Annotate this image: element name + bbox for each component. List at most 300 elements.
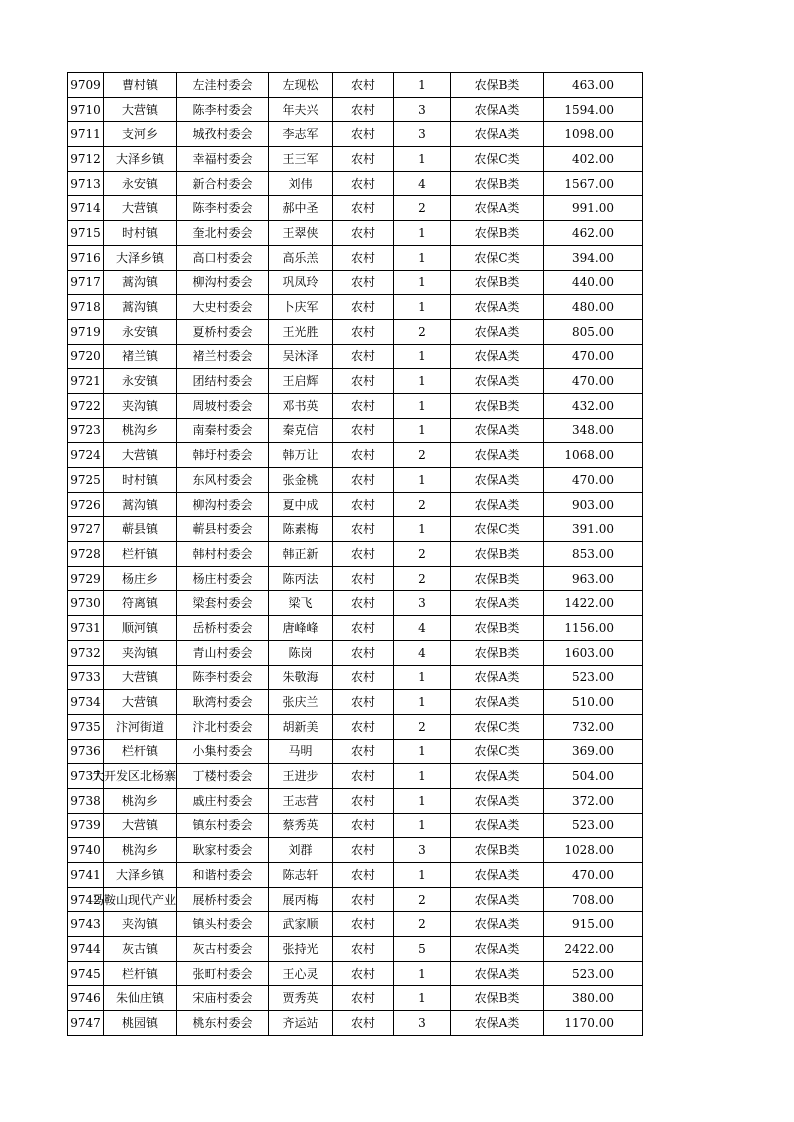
town-cell: 永安镇 bbox=[104, 171, 177, 196]
row-number-cell: 9729 bbox=[68, 566, 104, 591]
amount-cell: 470.00 bbox=[544, 468, 643, 493]
insurance-category-cell: 农保A类 bbox=[451, 319, 544, 344]
row-number-cell: 9709 bbox=[68, 73, 104, 98]
town-cell: 朱仙庄镇 bbox=[104, 986, 177, 1011]
town-cell: 大营镇 bbox=[104, 665, 177, 690]
table-row bbox=[68, 764, 643, 789]
household-count-cell: 4 bbox=[394, 616, 451, 641]
village-committee-cell: 和谐村委会 bbox=[177, 863, 269, 888]
village-committee-cell: 宋庙村委会 bbox=[177, 986, 269, 1011]
table-row bbox=[68, 344, 643, 369]
row-number-cell: 9728 bbox=[68, 542, 104, 567]
row-number-cell: 9739 bbox=[68, 813, 104, 838]
amount-cell: 470.00 bbox=[544, 344, 643, 369]
village-committee-cell: 镇东村委会 bbox=[177, 813, 269, 838]
household-count-cell: 1 bbox=[394, 863, 451, 888]
area-type-cell: 农村 bbox=[333, 319, 394, 344]
table-row bbox=[68, 813, 643, 838]
household-count-cell: 1 bbox=[394, 344, 451, 369]
name-cell: 王启辉 bbox=[269, 369, 333, 394]
row-number-cell: 9713 bbox=[68, 171, 104, 196]
row-number-cell: 9733 bbox=[68, 665, 104, 690]
village-committee-cell: 高口村委会 bbox=[177, 245, 269, 270]
amount-cell: 440.00 bbox=[544, 270, 643, 295]
area-type-cell: 农村 bbox=[333, 714, 394, 739]
row-number-cell: 9741 bbox=[68, 863, 104, 888]
area-type-cell: 农村 bbox=[333, 542, 394, 567]
name-cell: 韩正新 bbox=[269, 542, 333, 567]
area-type-cell: 农村 bbox=[333, 196, 394, 221]
area-type-cell: 农村 bbox=[333, 393, 394, 418]
town-cell: 符离镇 bbox=[104, 591, 177, 616]
town-cell: 蕲县镇 bbox=[104, 517, 177, 542]
table-row bbox=[68, 270, 643, 295]
town-cell: 顺河镇 bbox=[104, 616, 177, 641]
area-type-cell: 农村 bbox=[333, 961, 394, 986]
insurance-category-cell: 农保A类 bbox=[451, 1011, 544, 1036]
name-cell: 唐峰峰 bbox=[269, 616, 333, 641]
row-number-cell: 9745 bbox=[68, 961, 104, 986]
table-row bbox=[68, 714, 643, 739]
insurance-category-cell: 农保A类 bbox=[451, 418, 544, 443]
village-committee-cell: 韩村村委会 bbox=[177, 542, 269, 567]
table-row bbox=[68, 97, 643, 122]
table-row bbox=[68, 986, 643, 1011]
insurance-category-cell: 农保A类 bbox=[451, 122, 544, 147]
town-cell: 大泽乡镇 bbox=[104, 863, 177, 888]
town-cell: 桃沟乡 bbox=[104, 418, 177, 443]
town-cell: 汴河街道 bbox=[104, 714, 177, 739]
name-cell: 陈丙法 bbox=[269, 566, 333, 591]
insurance-category-cell: 农保B类 bbox=[451, 270, 544, 295]
insurance-category-cell: 农保A类 bbox=[451, 196, 544, 221]
insurance-category-cell: 农保A类 bbox=[451, 937, 544, 962]
insurance-category-cell: 农保A类 bbox=[451, 961, 544, 986]
row-number-cell: 9736 bbox=[68, 739, 104, 764]
area-type-cell: 农村 bbox=[333, 221, 394, 246]
household-count-cell: 1 bbox=[394, 813, 451, 838]
name-cell: 陈岗 bbox=[269, 640, 333, 665]
insurance-category-cell: 农保C类 bbox=[451, 517, 544, 542]
insurance-category-cell: 农保A类 bbox=[451, 369, 544, 394]
area-type-cell: 农村 bbox=[333, 838, 394, 863]
insurance-category-cell: 农保A类 bbox=[451, 912, 544, 937]
town-cell: 蒿沟镇 bbox=[104, 295, 177, 320]
area-type-cell: 农村 bbox=[333, 73, 394, 98]
table-row bbox=[68, 616, 643, 641]
town-cell: 时村镇 bbox=[104, 468, 177, 493]
household-count-cell: 1 bbox=[394, 418, 451, 443]
village-committee-cell: 奎北村委会 bbox=[177, 221, 269, 246]
table-row bbox=[68, 838, 643, 863]
table-row bbox=[68, 863, 643, 888]
village-committee-cell: 周坡村委会 bbox=[177, 393, 269, 418]
table-row bbox=[68, 566, 643, 591]
household-count-cell: 1 bbox=[394, 788, 451, 813]
town-cell: 夹沟镇 bbox=[104, 393, 177, 418]
amount-cell: 348.00 bbox=[544, 418, 643, 443]
name-cell: 王三军 bbox=[269, 147, 333, 172]
row-number-cell: 9722 bbox=[68, 393, 104, 418]
table-row bbox=[68, 665, 643, 690]
table-row bbox=[68, 122, 643, 147]
table-row bbox=[68, 221, 643, 246]
table-row bbox=[68, 788, 643, 813]
row-number-cell: 9715 bbox=[68, 221, 104, 246]
area-type-cell: 农村 bbox=[333, 344, 394, 369]
area-type-cell: 农村 bbox=[333, 937, 394, 962]
amount-cell: 391.00 bbox=[544, 517, 643, 542]
row-number-cell: 9727 bbox=[68, 517, 104, 542]
household-count-cell: 4 bbox=[394, 640, 451, 665]
household-count-cell: 1 bbox=[394, 245, 451, 270]
insurance-category-cell: 农保C类 bbox=[451, 245, 544, 270]
amount-cell: 394.00 bbox=[544, 245, 643, 270]
amount-cell: 853.00 bbox=[544, 542, 643, 567]
village-committee-cell: 青山村委会 bbox=[177, 640, 269, 665]
area-type-cell: 农村 bbox=[333, 690, 394, 715]
row-number-cell: 9720 bbox=[68, 344, 104, 369]
table-row bbox=[68, 887, 643, 912]
amount-cell: 470.00 bbox=[544, 369, 643, 394]
insurance-category-cell: 农保C类 bbox=[451, 147, 544, 172]
row-number-cell: 9734 bbox=[68, 690, 104, 715]
area-type-cell: 农村 bbox=[333, 1011, 394, 1036]
town-cell: 大泽乡镇 bbox=[104, 147, 177, 172]
town-cell: 永安镇 bbox=[104, 369, 177, 394]
household-count-cell: 1 bbox=[394, 468, 451, 493]
town-cell: 永安镇 bbox=[104, 319, 177, 344]
town-cell: 栏杆镇 bbox=[104, 739, 177, 764]
row-number-cell: 9716 bbox=[68, 245, 104, 270]
town-cell: 灰古镇 bbox=[104, 937, 177, 962]
area-type-cell: 农村 bbox=[333, 270, 394, 295]
table-row bbox=[68, 418, 643, 443]
village-committee-cell: 小集村委会 bbox=[177, 739, 269, 764]
row-number-cell: 9726 bbox=[68, 492, 104, 517]
name-cell: 卜庆军 bbox=[269, 295, 333, 320]
amount-cell: 470.00 bbox=[544, 863, 643, 888]
amount-cell: 2422.00 bbox=[544, 937, 643, 962]
household-count-cell: 1 bbox=[394, 739, 451, 764]
insurance-category-cell: 农保B类 bbox=[451, 986, 544, 1011]
household-count-cell: 1 bbox=[394, 221, 451, 246]
row-number-cell: 9730 bbox=[68, 591, 104, 616]
village-committee-cell: 蕲县村委会 bbox=[177, 517, 269, 542]
amount-cell: 708.00 bbox=[544, 887, 643, 912]
household-count-cell: 1 bbox=[394, 393, 451, 418]
insurance-category-cell: 农保A类 bbox=[451, 591, 544, 616]
insurance-category-cell: 农保B类 bbox=[451, 171, 544, 196]
amount-cell: 1422.00 bbox=[544, 591, 643, 616]
insurance-category-cell: 农保A类 bbox=[451, 295, 544, 320]
village-committee-cell: 展桥村委会 bbox=[177, 887, 269, 912]
area-type-cell: 农村 bbox=[333, 566, 394, 591]
household-count-cell: 4 bbox=[394, 171, 451, 196]
name-cell: 夏中成 bbox=[269, 492, 333, 517]
roster-table bbox=[67, 72, 643, 1036]
name-cell: 张金桃 bbox=[269, 468, 333, 493]
name-cell: 王心灵 bbox=[269, 961, 333, 986]
household-count-cell: 3 bbox=[394, 591, 451, 616]
amount-cell: 805.00 bbox=[544, 319, 643, 344]
town-cell: 大营镇 bbox=[104, 196, 177, 221]
area-type-cell: 农村 bbox=[333, 813, 394, 838]
amount-cell: 380.00 bbox=[544, 986, 643, 1011]
amount-cell: 369.00 bbox=[544, 739, 643, 764]
table-row bbox=[68, 196, 643, 221]
town-cell: 夹沟镇 bbox=[104, 640, 177, 665]
table-body bbox=[68, 73, 643, 1036]
name-cell: 王翠侠 bbox=[269, 221, 333, 246]
name-cell: 齐运站 bbox=[269, 1011, 333, 1036]
town-cell: 褚兰镇 bbox=[104, 344, 177, 369]
amount-cell: 1068.00 bbox=[544, 443, 643, 468]
amount-cell: 463.00 bbox=[544, 73, 643, 98]
household-count-cell: 1 bbox=[394, 295, 451, 320]
amount-cell: 903.00 bbox=[544, 492, 643, 517]
name-cell: 张庆兰 bbox=[269, 690, 333, 715]
insurance-category-cell: 农保A类 bbox=[451, 813, 544, 838]
town-cell: 大营镇 bbox=[104, 690, 177, 715]
town-cell: 曹村镇 bbox=[104, 73, 177, 98]
town-cell: 时村镇 bbox=[104, 221, 177, 246]
town-cell: 桃园镇 bbox=[104, 1011, 177, 1036]
town-cell: 栏杆镇 bbox=[104, 542, 177, 567]
row-number-cell: 9721 bbox=[68, 369, 104, 394]
town-cell: 蒿沟镇 bbox=[104, 492, 177, 517]
amount-cell: 523.00 bbox=[544, 813, 643, 838]
village-committee-cell: 城孜村委会 bbox=[177, 122, 269, 147]
name-cell: 蔡秀英 bbox=[269, 813, 333, 838]
area-type-cell: 农村 bbox=[333, 369, 394, 394]
village-committee-cell: 夏桥村委会 bbox=[177, 319, 269, 344]
insurance-category-cell: 农保B类 bbox=[451, 542, 544, 567]
household-count-cell: 1 bbox=[394, 690, 451, 715]
amount-cell: 1170.00 bbox=[544, 1011, 643, 1036]
area-type-cell: 农村 bbox=[333, 295, 394, 320]
amount-cell: 402.00 bbox=[544, 147, 643, 172]
table-row bbox=[68, 245, 643, 270]
village-committee-cell: 褚兰村委会 bbox=[177, 344, 269, 369]
area-type-cell: 农村 bbox=[333, 640, 394, 665]
table-row bbox=[68, 937, 643, 962]
area-type-cell: 农村 bbox=[333, 122, 394, 147]
area-type-cell: 农村 bbox=[333, 468, 394, 493]
name-cell: 巩凤玲 bbox=[269, 270, 333, 295]
insurance-category-cell: 农保B类 bbox=[451, 640, 544, 665]
table-row bbox=[68, 961, 643, 986]
insurance-category-cell: 农保A类 bbox=[451, 690, 544, 715]
table-row bbox=[68, 468, 643, 493]
insurance-category-cell: 农保A类 bbox=[451, 764, 544, 789]
insurance-category-cell: 农保A类 bbox=[451, 788, 544, 813]
town-cell: 支河乡 bbox=[104, 122, 177, 147]
row-number-cell: 9724 bbox=[68, 443, 104, 468]
insurance-category-cell: 农保B类 bbox=[451, 616, 544, 641]
village-committee-cell: 戚庄村委会 bbox=[177, 788, 269, 813]
name-cell: 马明 bbox=[269, 739, 333, 764]
area-type-cell: 农村 bbox=[333, 665, 394, 690]
household-count-cell: 3 bbox=[394, 838, 451, 863]
name-cell: 李志军 bbox=[269, 122, 333, 147]
area-type-cell: 农村 bbox=[333, 147, 394, 172]
town-cell: 栏杆镇 bbox=[104, 961, 177, 986]
household-count-cell: 1 bbox=[394, 73, 451, 98]
area-type-cell: 农村 bbox=[333, 492, 394, 517]
row-number-cell: 9723 bbox=[68, 418, 104, 443]
household-count-cell: 5 bbox=[394, 937, 451, 962]
table-row bbox=[68, 912, 643, 937]
row-number-cell: 9731 bbox=[68, 616, 104, 641]
name-cell: 胡新美 bbox=[269, 714, 333, 739]
household-count-cell: 1 bbox=[394, 986, 451, 1011]
village-committee-cell: 韩圩村委会 bbox=[177, 443, 269, 468]
household-count-cell: 2 bbox=[394, 912, 451, 937]
table-row bbox=[68, 369, 643, 394]
area-type-cell: 农村 bbox=[333, 764, 394, 789]
row-number-cell: 9740 bbox=[68, 838, 104, 863]
insurance-category-cell: 农保C类 bbox=[451, 714, 544, 739]
area-type-cell: 农村 bbox=[333, 863, 394, 888]
insurance-category-cell: 农保B类 bbox=[451, 73, 544, 98]
amount-cell: 963.00 bbox=[544, 566, 643, 591]
area-type-cell: 农村 bbox=[333, 245, 394, 270]
amount-cell: 1567.00 bbox=[544, 171, 643, 196]
household-count-cell: 2 bbox=[394, 542, 451, 567]
table-row bbox=[68, 517, 643, 542]
amount-cell: 510.00 bbox=[544, 690, 643, 715]
household-count-cell: 1 bbox=[394, 147, 451, 172]
village-committee-cell: 新合村委会 bbox=[177, 171, 269, 196]
insurance-category-cell: 农保A类 bbox=[451, 665, 544, 690]
table-row bbox=[68, 443, 643, 468]
village-committee-cell: 柳沟村委会 bbox=[177, 492, 269, 517]
insurance-category-cell: 农保B类 bbox=[451, 393, 544, 418]
village-committee-cell: 耿家村委会 bbox=[177, 838, 269, 863]
name-cell: 张持光 bbox=[269, 937, 333, 962]
name-cell: 年夫兴 bbox=[269, 97, 333, 122]
row-number-cell: 9735 bbox=[68, 714, 104, 739]
name-cell: 刘伟 bbox=[269, 171, 333, 196]
row-number-cell: 9725 bbox=[68, 468, 104, 493]
household-count-cell: 2 bbox=[394, 196, 451, 221]
area-type-cell: 农村 bbox=[333, 418, 394, 443]
name-cell: 贾秀英 bbox=[269, 986, 333, 1011]
village-committee-cell: 汴北村委会 bbox=[177, 714, 269, 739]
row-number-cell: 9746 bbox=[68, 986, 104, 1011]
table-row bbox=[68, 171, 643, 196]
table-row bbox=[68, 1011, 643, 1036]
name-cell: 吴沐泽 bbox=[269, 344, 333, 369]
row-number-cell: 9738 bbox=[68, 788, 104, 813]
row-number-cell: 9717 bbox=[68, 270, 104, 295]
name-cell: 朱敬海 bbox=[269, 665, 333, 690]
table-row bbox=[68, 640, 643, 665]
town-cell: 大开发区北杨寨 bbox=[104, 764, 177, 789]
table-row bbox=[68, 295, 643, 320]
insurance-category-cell: 农保A类 bbox=[451, 887, 544, 912]
town-cell: 大营镇 bbox=[104, 443, 177, 468]
household-count-cell: 2 bbox=[394, 714, 451, 739]
area-type-cell: 农村 bbox=[333, 171, 394, 196]
row-number-cell: 9737 bbox=[68, 764, 104, 789]
table-row bbox=[68, 542, 643, 567]
village-committee-cell: 丁楼村委会 bbox=[177, 764, 269, 789]
household-count-cell: 3 bbox=[394, 97, 451, 122]
insurance-category-cell: 农保A类 bbox=[451, 97, 544, 122]
amount-cell: 523.00 bbox=[544, 665, 643, 690]
village-committee-cell: 张町村委会 bbox=[177, 961, 269, 986]
name-cell: 陈素梅 bbox=[269, 517, 333, 542]
area-type-cell: 农村 bbox=[333, 616, 394, 641]
name-cell: 展丙梅 bbox=[269, 887, 333, 912]
amount-cell: 1028.00 bbox=[544, 838, 643, 863]
village-committee-cell: 柳沟村委会 bbox=[177, 270, 269, 295]
household-count-cell: 1 bbox=[394, 665, 451, 690]
household-count-cell: 1 bbox=[394, 961, 451, 986]
row-number-cell: 9743 bbox=[68, 912, 104, 937]
village-committee-cell: 团结村委会 bbox=[177, 369, 269, 394]
area-type-cell: 农村 bbox=[333, 739, 394, 764]
amount-cell: 991.00 bbox=[544, 196, 643, 221]
household-count-cell: 3 bbox=[394, 1011, 451, 1036]
town-cell: 马鞍山现代产业 bbox=[104, 887, 177, 912]
row-number-cell: 9732 bbox=[68, 640, 104, 665]
table-row bbox=[68, 739, 643, 764]
name-cell: 刘群 bbox=[269, 838, 333, 863]
insurance-category-cell: 农保A类 bbox=[451, 468, 544, 493]
household-count-cell: 1 bbox=[394, 369, 451, 394]
row-number-cell: 9714 bbox=[68, 196, 104, 221]
amount-cell: 1098.00 bbox=[544, 122, 643, 147]
area-type-cell: 农村 bbox=[333, 912, 394, 937]
amount-cell: 504.00 bbox=[544, 764, 643, 789]
village-committee-cell: 岳桥村委会 bbox=[177, 616, 269, 641]
village-committee-cell: 杨庄村委会 bbox=[177, 566, 269, 591]
name-cell: 郝中圣 bbox=[269, 196, 333, 221]
name-cell: 秦克信 bbox=[269, 418, 333, 443]
village-committee-cell: 灰古村委会 bbox=[177, 937, 269, 962]
row-number-cell: 9711 bbox=[68, 122, 104, 147]
amount-cell: 523.00 bbox=[544, 961, 643, 986]
row-number-cell: 9719 bbox=[68, 319, 104, 344]
area-type-cell: 农村 bbox=[333, 788, 394, 813]
village-committee-cell: 左洼村委会 bbox=[177, 73, 269, 98]
village-committee-cell: 南秦村委会 bbox=[177, 418, 269, 443]
amount-cell: 915.00 bbox=[544, 912, 643, 937]
town-cell: 桃沟乡 bbox=[104, 838, 177, 863]
area-type-cell: 农村 bbox=[333, 887, 394, 912]
village-committee-cell: 陈李村委会 bbox=[177, 665, 269, 690]
insurance-category-cell: 农保A类 bbox=[451, 344, 544, 369]
village-committee-cell: 耿湾村委会 bbox=[177, 690, 269, 715]
household-count-cell: 2 bbox=[394, 887, 451, 912]
name-cell: 邓书英 bbox=[269, 393, 333, 418]
village-committee-cell: 镇头村委会 bbox=[177, 912, 269, 937]
name-cell: 武家顺 bbox=[269, 912, 333, 937]
amount-cell: 1594.00 bbox=[544, 97, 643, 122]
town-cell: 夹沟镇 bbox=[104, 912, 177, 937]
name-cell: 梁飞 bbox=[269, 591, 333, 616]
area-type-cell: 农村 bbox=[333, 517, 394, 542]
table-row bbox=[68, 73, 643, 98]
area-type-cell: 农村 bbox=[333, 97, 394, 122]
name-cell: 王志营 bbox=[269, 788, 333, 813]
area-type-cell: 农村 bbox=[333, 443, 394, 468]
name-cell: 左现松 bbox=[269, 73, 333, 98]
table-row bbox=[68, 319, 643, 344]
